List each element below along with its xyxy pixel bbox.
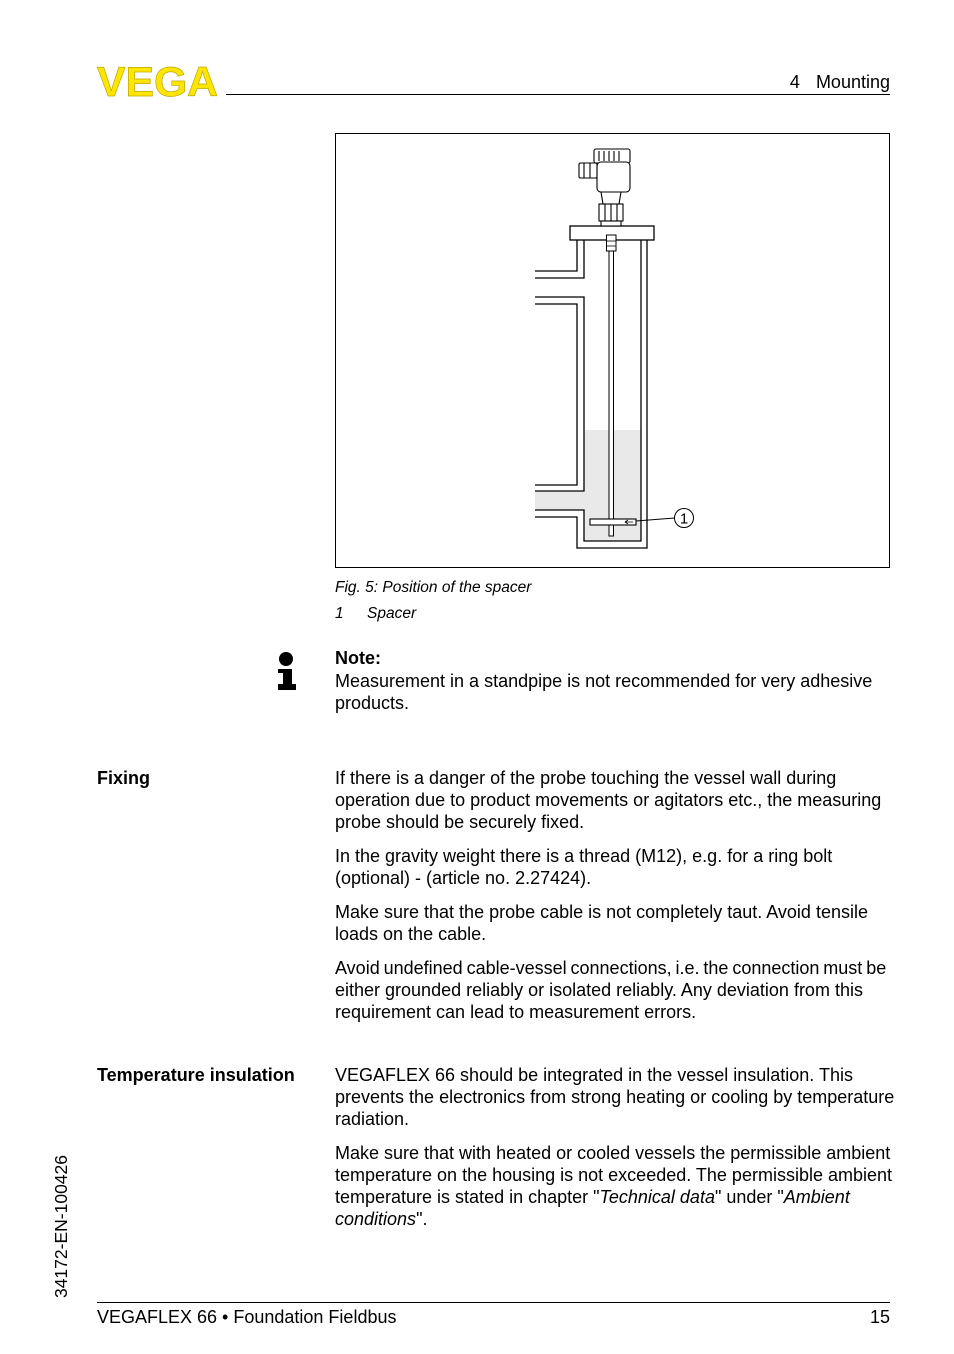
text-line: requirement can lead to measurement errors. xyxy=(335,1002,697,1022)
vessel-wall-middle-vessel-side xyxy=(535,304,577,485)
footer-product: VEGAFLEX 66 • Foundation Fieldbus xyxy=(97,1307,397,1327)
figure xyxy=(335,133,890,568)
figure-caption: Fig. 5: Position of the spacer xyxy=(335,579,532,596)
subchapter-reference: conditions xyxy=(335,1209,417,1229)
housing-neck xyxy=(601,192,621,204)
text-line: Make sure that the probe cable is not completely taut. Avoid tensile xyxy=(335,902,868,922)
chapter-number: 4 xyxy=(789,72,800,92)
text-line: If there is a danger of the probe touching the vessel wall during xyxy=(335,768,837,788)
section-label-fixing: Fixing xyxy=(97,768,150,788)
text-line xyxy=(335,1208,894,1230)
callout-leader-line xyxy=(636,518,675,521)
page-number: 15 xyxy=(869,1307,890,1327)
header-rule xyxy=(226,94,890,95)
info-icon-dot xyxy=(279,652,293,666)
text-line: (optional) - (article no. 2.27424). xyxy=(335,868,592,888)
vega-logo xyxy=(90,58,226,102)
note-block xyxy=(335,647,872,714)
text-segment: " under " xyxy=(714,1187,784,1207)
text-line: VEGAFLEX 66 should be integrated in the vessel insulation. This xyxy=(335,1065,853,1085)
callout-number: 1 xyxy=(679,510,689,528)
text-line: either grounded reliably or isolated reliably. Any deviation from this xyxy=(335,980,863,1000)
note-text-line: Measurement in a standpipe is not recommended for very adhesive xyxy=(335,671,873,691)
note-text-line: products. xyxy=(335,693,410,713)
probe-rod xyxy=(609,240,614,536)
cable-gland xyxy=(579,163,597,178)
text-line: operation due to product movements or agitators etc., the measuring xyxy=(335,790,882,810)
text-line: temperature on the housing is not exceeded. The permissible ambient xyxy=(335,1165,892,1185)
chapter-title: Mounting xyxy=(815,72,890,92)
vega-logo-text: VEGA xyxy=(97,58,218,102)
standpipe-diagram xyxy=(335,133,890,568)
figure-legend-item xyxy=(335,605,535,623)
vessel-wall-upper-outer xyxy=(535,240,577,271)
text-line: probe should be securely fixed. xyxy=(335,812,585,832)
sensor-housing xyxy=(579,149,630,226)
text-segment: temperature is stated in chapter " xyxy=(335,1187,600,1207)
paragraph xyxy=(335,1142,894,1230)
subchapter-reference: Ambient xyxy=(783,1187,850,1207)
legend-number: 1 xyxy=(335,605,344,622)
legend-label: Spacer xyxy=(367,605,417,622)
paragraph xyxy=(335,957,886,1023)
footer-rule xyxy=(97,1302,890,1303)
header-chapter xyxy=(690,71,890,93)
text-line xyxy=(335,1186,894,1208)
liquid-in-lower-connection xyxy=(535,491,584,510)
note-heading: Note: xyxy=(335,648,381,668)
rod-coupling xyxy=(607,235,617,251)
paragraph xyxy=(335,845,886,889)
paragraph xyxy=(335,901,886,945)
info-icon-stem xyxy=(278,669,296,690)
paragraph xyxy=(335,1064,894,1130)
document-code: 34172-EN-100426 xyxy=(51,1155,71,1299)
text-line: radiation. xyxy=(335,1109,410,1129)
fixing-text xyxy=(335,767,886,1035)
text-line: Make sure that with heated or cooled vessels the permissible ambient xyxy=(335,1143,891,1163)
chapter-reference: Technical data xyxy=(599,1187,715,1207)
housing-body xyxy=(597,162,630,192)
process-thread xyxy=(601,221,621,226)
temperature-insulation-text xyxy=(335,1064,894,1242)
section-label-temperature-insulation: Temperature insulation xyxy=(97,1065,295,1085)
info-icon xyxy=(276,649,300,693)
paragraph xyxy=(335,767,886,833)
text-line: In the gravity weight there is a thread (M12), e.g. for a ring bolt xyxy=(335,846,833,866)
text-segment: ". xyxy=(416,1209,428,1229)
text-line: prevents the electronics from strong heating or cooling by temperature xyxy=(335,1087,895,1107)
text-line: loads on the cable. xyxy=(335,924,487,944)
text-line: Avoid undefined cable-vessel connections, i.e. the connection must be xyxy=(335,958,887,978)
